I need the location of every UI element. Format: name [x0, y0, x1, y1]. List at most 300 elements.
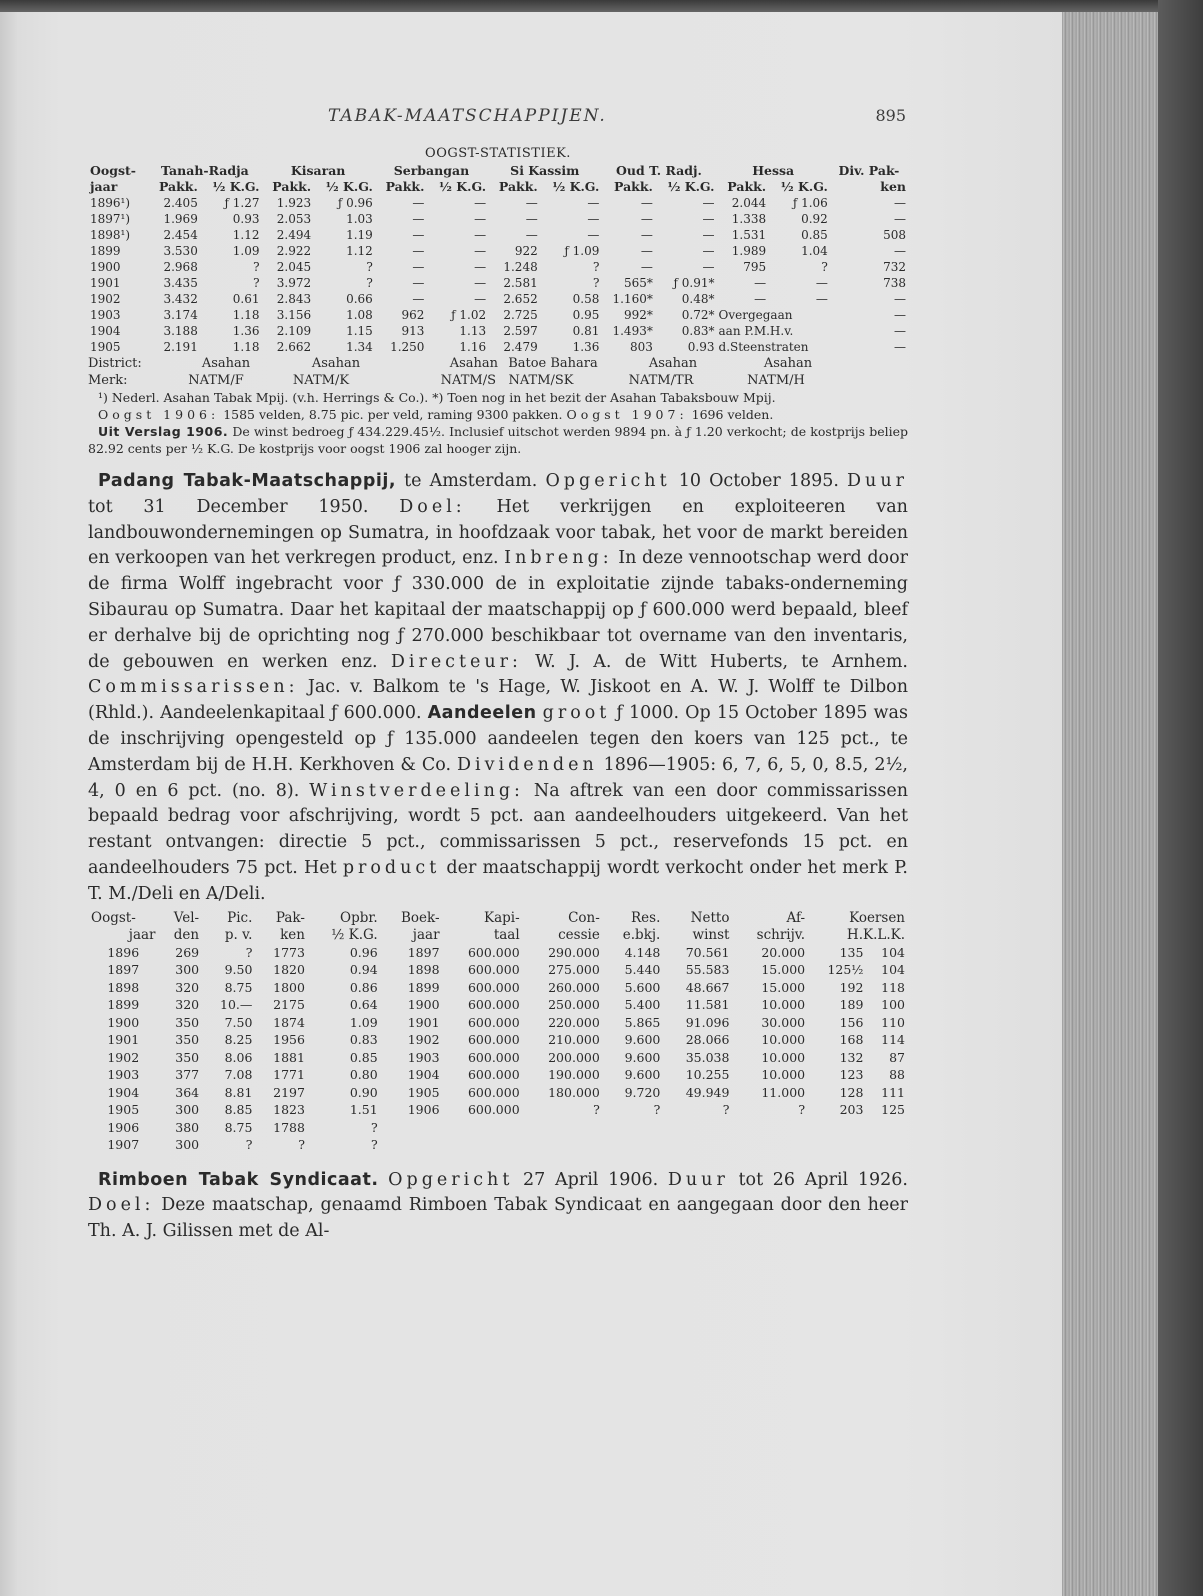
harvest-cell: —	[894, 212, 906, 226]
financial-cell: 20.000	[761, 944, 806, 960]
financial-header-cell: schrijv.	[756, 926, 806, 943]
harvest-header-row-1	[88, 163, 908, 179]
oogst-1907-text: 1696 velden.	[691, 407, 774, 422]
financial-cell: 5.440	[624, 962, 661, 978]
harvest-cell: —	[640, 244, 653, 258]
harvest-cell: —	[754, 276, 767, 290]
harvest-cell: 2.454	[163, 228, 198, 242]
oogst-1907-label: Oogst 1907:	[566, 407, 688, 422]
opgericht-value: 27 April 1906.	[523, 1169, 659, 1190]
oogst-1906-text: 1585 velden, 8.75 pic. per veld, raming 9300 pakken.	[223, 407, 563, 422]
financial-cell: 0.86	[349, 979, 378, 995]
harvest-cell: Overgegaan	[718, 308, 793, 322]
harvest-cell: —	[525, 212, 538, 226]
financial-header-cell: p. v.	[224, 926, 253, 943]
harvest-cell: 0.81	[572, 324, 600, 338]
financial-cell: 111	[881, 1084, 905, 1100]
merk-value: NATM/F	[188, 373, 244, 388]
harvest-year-cell: 1904	[90, 324, 121, 338]
book-cover-edge	[1158, 0, 1203, 1596]
financial-year-cell: 1905	[107, 1102, 140, 1118]
financial-cell: 10.000	[761, 997, 806, 1013]
financial-cell: 0.90	[349, 1084, 378, 1100]
harvest-cell: ƒ 0.96	[337, 196, 373, 210]
opgericht-value: 10 October 1895.	[678, 471, 839, 491]
financial-cell	[381, 1136, 443, 1154]
financial-cell: 210.000	[548, 1032, 600, 1048]
padang-location: te Amsterdam.	[404, 471, 538, 491]
financial-cell: 10.255	[685, 1067, 730, 1083]
financial-cell: 7.50	[224, 1014, 253, 1030]
harvest-cell: —	[640, 212, 653, 226]
financial-cell: 180.000	[548, 1084, 600, 1100]
harvest-cell: 2.652	[503, 292, 538, 306]
harvest-header-cell: jaar	[90, 179, 118, 194]
running-head	[88, 100, 908, 132]
financial-cell: 1823	[273, 1102, 305, 1118]
harvest-cell: 2.662	[276, 340, 312, 354]
harvest-header-cell: Pakk.	[385, 179, 425, 194]
financial-cell	[732, 1136, 808, 1154]
merk-value: NATM/H	[747, 373, 805, 388]
financial-cell: 9.600	[624, 1032, 661, 1048]
financial-cell: 123	[839, 1067, 864, 1083]
harvest-cell: 0.83*	[681, 324, 715, 338]
harvest-cell: —	[412, 228, 425, 242]
financial-cell: 260.000	[548, 979, 600, 995]
harvest-cell: 1.19	[346, 228, 373, 242]
financial-cell: 104	[881, 944, 905, 960]
duur-value: tot 26 April 1926.	[738, 1169, 908, 1190]
financial-year-cell: 1907	[107, 1137, 140, 1153]
product-value: der maatschappij wordt verkocht onder het merk P. T. M./Deli en A/Deli.	[88, 857, 908, 904]
harvest-cell: 1.16	[459, 340, 487, 354]
financial-cell: 8.85	[224, 1102, 253, 1118]
financial-cell: 168	[839, 1032, 864, 1048]
financial-cell: 380	[175, 1119, 200, 1135]
financial-table-row	[88, 1136, 908, 1154]
doel-value: Het verkrijgen en exploiteeren van landbouwondernemingen op Sumatra, in hoofdzaak voor tabak, het voor de markt bereiden en verkoopen van het verkregen product, enz.	[88, 496, 908, 569]
financial-cell: 8.06	[224, 1049, 253, 1065]
merk-value: NATM/K	[292, 373, 350, 388]
financial-cell: 15.000	[761, 979, 806, 995]
financial-header-cell: cessie	[558, 926, 600, 943]
financial-cell: ?	[593, 1102, 600, 1118]
harvest-table-row	[88, 275, 908, 291]
harvest-cell: 738	[883, 276, 906, 290]
harvest-cell: 3.530	[163, 244, 198, 258]
financial-header-cell: Af-	[786, 909, 806, 926]
financial-cell: ?	[722, 1102, 730, 1118]
doel-label: Doel:	[399, 496, 466, 517]
financial-header-cell: jaar	[412, 926, 440, 943]
financial-cell: 125½	[827, 962, 864, 978]
financial-cell: 2197	[273, 1084, 305, 1100]
harvest-cell: 922	[514, 244, 538, 258]
harvest-footnotes	[88, 389, 908, 406]
harvest-cell: —	[587, 228, 600, 242]
financial-cell: 8.75	[224, 1119, 253, 1135]
financial-header-cell: winst	[692, 926, 730, 943]
harvest-cell: ƒ 1.27	[224, 196, 260, 210]
financial-header-row-2	[88, 927, 908, 944]
financial-cell: 91.096	[685, 1014, 730, 1030]
harvest-cell: 1.08	[346, 308, 373, 322]
harvest-header-cell: Tanah-Radja	[160, 163, 249, 178]
district-value: Asahan	[763, 356, 813, 371]
duur-label: Duur	[667, 1169, 729, 1190]
harvest-cell: 0.61	[232, 292, 260, 306]
running-title: TABAK-MAATSCHAPPIJEN.	[328, 106, 607, 126]
harvest-cell: 1.250	[390, 340, 425, 354]
page-stack-edges	[1062, 12, 1158, 1596]
harvest-cell: 0.93	[232, 212, 260, 226]
financial-header-cell: Opbr.	[340, 909, 378, 926]
verslag-note	[88, 423, 908, 457]
harvest-header-cell: ken	[880, 179, 906, 194]
harvest-header-cell: Oogst-	[90, 163, 136, 178]
financial-cell: 190.000	[548, 1067, 600, 1083]
doel-label: Doel:	[88, 1195, 155, 1216]
financial-cell: 7.08	[224, 1067, 253, 1083]
financial-cell: ?	[245, 1137, 253, 1153]
financial-cell: 320	[175, 979, 200, 995]
harvest-cell: —	[894, 244, 906, 258]
harvest-table-row	[88, 307, 908, 323]
harvest-cell: 3.156	[276, 308, 312, 322]
district-label: District:	[88, 356, 142, 371]
financial-cell	[381, 1119, 443, 1137]
harvest-cell: —	[640, 228, 653, 242]
financial-cell: 9.50	[224, 962, 253, 978]
harvest-header-cell: Pakk.	[272, 179, 312, 194]
harvest-cell: 2.053	[276, 212, 312, 226]
financial-cell: 600.000	[467, 1032, 520, 1048]
harvest-table-row	[88, 211, 908, 227]
harvest-cell: 2.044	[731, 196, 767, 210]
harvest-cell: 0.85	[801, 228, 828, 242]
financial-cell: 4.148	[624, 944, 661, 960]
financial-cell: 0.85	[349, 1049, 378, 1065]
financial-cell: 10.000	[761, 1032, 806, 1048]
harvest-cell: 1.13	[459, 324, 487, 338]
harvest-cell: ?	[592, 276, 600, 290]
kapitaal-value: Aandeelenkapitaal ƒ 600.000.	[160, 703, 422, 724]
financial-cell: 156	[839, 1014, 864, 1030]
merk-label: Merk:	[88, 373, 128, 388]
harvest-cell: ?	[366, 260, 373, 274]
financial-header-cell: ken	[280, 926, 305, 943]
harvest-table-row	[88, 323, 908, 339]
harvest-cell: 2.968	[163, 260, 198, 274]
financial-cell: 1903	[407, 1049, 440, 1065]
financial-year-cell: 1904	[107, 1084, 140, 1100]
financial-cell: 275.000	[548, 962, 600, 978]
harvest-cell: —	[474, 260, 487, 274]
financial-cell: 28.066	[685, 1032, 730, 1048]
financial-cell: 88	[889, 1067, 905, 1083]
merk-row	[88, 372, 908, 389]
financial-cell: 1956	[273, 1032, 305, 1048]
financial-cell: 250.000	[548, 997, 600, 1013]
financial-header-cell: Koersen	[849, 909, 905, 926]
financial-year-cell: 1903	[107, 1067, 140, 1083]
financial-cell: 11.000	[761, 1084, 806, 1100]
financial-header-cell: Pak-	[275, 909, 305, 926]
harvest-header-cell: Div. Pak-	[838, 163, 900, 178]
district-value: Asahan	[648, 356, 698, 371]
financial-cell: 1900	[407, 997, 440, 1013]
harvest-table-row	[88, 243, 908, 259]
harvest-cell: —	[702, 212, 715, 226]
financial-cell: 600.000	[467, 1084, 520, 1100]
merk-value: NATM/TR	[628, 373, 694, 388]
financial-header-cell: Kapi-	[484, 909, 520, 926]
financial-year-cell: 1899	[107, 997, 140, 1013]
harvest-cell: 1.18	[232, 340, 260, 354]
harvest-cell: 0.93	[687, 340, 715, 354]
harvest-header-cell: Kisaran	[290, 163, 346, 178]
harvest-cell: 565*	[623, 276, 653, 290]
financial-table-row	[88, 944, 908, 962]
merk-value: NATM/SK	[508, 373, 574, 388]
financial-cell: 48.667	[685, 979, 730, 995]
financial-cell: 1771	[273, 1067, 305, 1083]
financial-cell: 10.—	[220, 997, 253, 1013]
financial-cell: 269	[175, 944, 200, 960]
financial-cell: 1898	[407, 962, 440, 978]
harvest-year-cell: 1902	[90, 292, 121, 306]
harvest-cell: 2.045	[276, 260, 312, 274]
financial-cell: 11.581	[685, 997, 730, 1013]
footnote-1: ¹) Nederl. Asahan Tabak Mpij. (v.h. Herrings & Co.).	[98, 390, 429, 405]
harvest-cell: 732	[883, 260, 906, 274]
financial-cell: ?	[298, 1137, 305, 1153]
financial-cell: 600.000	[467, 1102, 520, 1118]
financial-cell: 600.000	[467, 1067, 520, 1083]
financial-cell: 0.94	[349, 962, 378, 978]
financial-cell: 110	[881, 1014, 905, 1030]
harvest-table-row	[88, 339, 908, 355]
harvest-cell: 1.04	[801, 244, 828, 258]
harvest-oogst-note	[88, 406, 908, 423]
financial-header-cell: e.bkj.	[622, 926, 661, 943]
harvest-cell: —	[815, 292, 828, 306]
financial-header-cell: ½ K.G.	[331, 926, 378, 943]
harvest-table-row	[88, 259, 908, 275]
district-value: Asahan	[449, 356, 498, 371]
financial-cell: 9.720	[624, 1084, 661, 1100]
financial-cell: 15.000	[761, 962, 806, 978]
financial-header-row-1	[88, 910, 908, 927]
harvest-header-cell: Pakk.	[498, 179, 538, 194]
harvest-cell: 1.969	[163, 212, 198, 226]
financial-cell: 600.000	[467, 944, 520, 960]
harvest-cell: ƒ 1.09	[564, 244, 600, 258]
harvest-header-cell: Pakk.	[727, 179, 767, 194]
financial-cell: 0.64	[349, 997, 378, 1013]
financial-cell	[443, 1136, 523, 1154]
harvest-cell: 0.66	[346, 292, 373, 306]
footnote-star: *) Toen nog in het bezit der Asahan Tabaksbouw Mpij.	[432, 390, 776, 405]
financial-cell: 10.000	[761, 1049, 806, 1065]
padang-company-name: Padang Tabak-Maatschappij,	[98, 471, 396, 491]
financial-cell: 70.561	[685, 944, 730, 960]
financial-cell: 5.865	[624, 1014, 661, 1030]
financial-cell: 290.000	[548, 944, 600, 960]
harvest-cell: —	[525, 228, 538, 242]
financial-cell	[443, 1119, 523, 1137]
financial-cell: 1902	[407, 1032, 440, 1048]
financial-cell: 55.583	[685, 962, 730, 978]
opgericht-label: Opgericht	[545, 471, 671, 491]
financial-cell: 2175	[273, 997, 305, 1013]
harvest-cell: ?	[253, 260, 260, 274]
harvest-header-row-2	[88, 179, 908, 195]
harvest-cell: 1.989	[731, 244, 767, 258]
financial-cell: 1.51	[349, 1102, 378, 1118]
financial-cell	[663, 1136, 732, 1154]
harvest-cell: ?	[253, 276, 260, 290]
harvest-cell: —	[412, 196, 425, 210]
financial-cell: 0.96	[349, 944, 378, 960]
financial-header-cell: Oogst-	[91, 909, 136, 926]
financial-cell: 35.038	[685, 1049, 730, 1065]
financial-cell: 300	[175, 962, 200, 978]
harvest-table-row	[88, 291, 908, 307]
harvest-cell: 2.191	[163, 340, 198, 354]
financial-cell: ?	[653, 1102, 661, 1118]
rimboen-entry	[88, 1168, 908, 1245]
financial-cell: 114	[881, 1032, 905, 1048]
financial-cell	[603, 1136, 664, 1154]
harvest-cell: 1.531	[731, 228, 767, 242]
financial-cell: 1881	[273, 1049, 305, 1065]
financial-header-cell: Netto	[690, 909, 730, 926]
harvest-header-cell: Si Kassim	[510, 163, 580, 178]
financial-cell: 0.80	[349, 1067, 378, 1083]
duur-label: Duur	[847, 471, 908, 491]
harvest-cell: 2.725	[503, 308, 538, 322]
page-content	[88, 100, 908, 1245]
winstverdeeling-label: Winstverdeeling:	[309, 780, 524, 801]
financial-cell: 1874	[273, 1014, 305, 1030]
harvest-cell: —	[702, 196, 715, 210]
financial-cell: 200.000	[548, 1049, 600, 1065]
financial-cell: 100	[881, 997, 905, 1013]
financial-cell: 300	[175, 1102, 200, 1118]
winstverdeeling-value: Na aftrek van een door commissarissen bepaald bedrag voor afschrijving, wordt 5 pct. aan aandeelhouders uitgekeerd. Van het restant ontvangen: directie 5 pct., commissarissen 5 pct., reservefonds 15 pct. en aandeelhouders 75 pct. Het	[88, 780, 908, 878]
harvest-cell: 2.109	[276, 324, 312, 338]
harvest-cell: 2.405	[163, 196, 198, 210]
harvest-cell: —	[640, 196, 653, 210]
financial-cell: 128	[839, 1084, 864, 1100]
inbreng-value: In deze vennootschap werd door de firma Wolff ingebracht voor ƒ 330.000 de in exploitatie zijnde tabaks-onderneming Sibaurau op Sumatra. Daar het kapitaal der maatschappij op ƒ 600.000 werd bepaald, bleef er derhalve bij de oprichting nog ƒ 270.000 beschikbaar tot overname van den inventaris, de gebouwen en werken enz.	[88, 548, 908, 672]
financial-cell: 600.000	[467, 962, 520, 978]
harvest-year-cell: 1898¹)	[90, 228, 131, 242]
financial-cell: 203	[839, 1102, 864, 1118]
financial-year-cell: 1896	[107, 944, 140, 960]
financial-cell: 135	[839, 944, 864, 960]
page-number: 895	[875, 106, 906, 125]
harvest-cell: —	[412, 212, 425, 226]
financial-header-cell: Con-	[568, 909, 600, 926]
harvest-cell: 1.09	[232, 244, 260, 258]
harvest-cell: 3.435	[163, 276, 198, 290]
financial-cell: 1899	[407, 979, 440, 995]
financial-cell	[523, 1119, 603, 1137]
aandeelen-label: Aandeelen	[427, 703, 537, 724]
financial-cell: 350	[175, 1032, 200, 1048]
harvest-cell: —	[474, 196, 487, 210]
financial-year-cell: 1897	[107, 962, 140, 978]
aandeelen-value: ƒ 1000. Op 15 October 1895 was de inschrijving opengesteld op ƒ 135.000 aandeelen tegen den koers van 125 pct., te Amsterdam bij de H.H. Kerkhoven & Co.	[88, 703, 908, 775]
harvest-cell: 3.174	[163, 308, 198, 322]
financial-cell: 1788	[273, 1119, 305, 1135]
harvest-cell: —	[474, 276, 487, 290]
harvest-cell: 803	[629, 340, 653, 354]
harvest-cell: 0.72*	[681, 308, 715, 322]
harvest-cell: —	[815, 276, 828, 290]
product-label: product	[342, 857, 441, 878]
harvest-cell: ?	[821, 260, 828, 274]
financial-table-row	[88, 979, 908, 997]
district-value: Asahan	[311, 356, 361, 371]
financial-cell: 600.000	[467, 1049, 520, 1065]
financial-cell: 1901	[407, 1014, 440, 1030]
harvest-header-cell: ½ K.G.	[552, 179, 600, 194]
harvest-cell: —	[474, 244, 487, 258]
district-value: Batoe Bahara	[508, 356, 598, 371]
financial-header-cell: den	[173, 926, 200, 943]
directeur-value: W. J. A. de Witt Huberts, te Arnhem.	[535, 651, 908, 672]
financial-cell: 350	[175, 1014, 200, 1030]
financial-year-cell: 1900	[107, 1014, 140, 1030]
doel-value: Deze maatschap, genaamd Rimboen Tabak Syndicaat en aangegaan door den heer Th. A. J. Gilissen met de Al-	[88, 1195, 908, 1242]
harvest-cell: 1.36	[232, 324, 260, 338]
financial-header-cell: Res.	[630, 909, 661, 926]
harvest-cell: 2.597	[503, 324, 538, 338]
financial-table-row	[88, 1101, 908, 1119]
harvest-cell: —	[894, 308, 906, 322]
harvest-cell: 992*	[623, 308, 653, 322]
harvest-cell: —	[894, 324, 906, 338]
harvest-cell: —	[587, 212, 600, 226]
financial-table-row	[88, 1031, 908, 1049]
harvest-cell: 0.58	[572, 292, 600, 306]
financial-cell: 8.81	[224, 1084, 253, 1100]
harvest-cell: —	[894, 292, 906, 306]
harvest-cell: 1.34	[346, 340, 373, 354]
financial-cell: 9.600	[624, 1067, 661, 1083]
financial-cell: ?	[245, 944, 253, 960]
harvest-cell: 2.581	[503, 276, 538, 290]
financial-cell	[603, 1119, 664, 1137]
financial-cell: 49.949	[685, 1084, 730, 1100]
opgericht-label: Opgericht	[388, 1169, 514, 1190]
financial-cell: 10.000	[761, 1067, 806, 1083]
harvest-cell: —	[754, 292, 767, 306]
harvest-cell: 1.03	[346, 212, 373, 226]
financial-cell: ?	[370, 1119, 378, 1135]
harvest-year-cell: 1901	[90, 276, 121, 290]
harvest-table-row	[88, 195, 908, 211]
financial-year-cell: 1902	[107, 1049, 140, 1065]
financial-cell: 125	[881, 1102, 905, 1118]
harvest-cell: —	[702, 244, 715, 258]
financial-cell	[808, 1119, 866, 1137]
harvest-cell: 1.18	[232, 308, 260, 322]
